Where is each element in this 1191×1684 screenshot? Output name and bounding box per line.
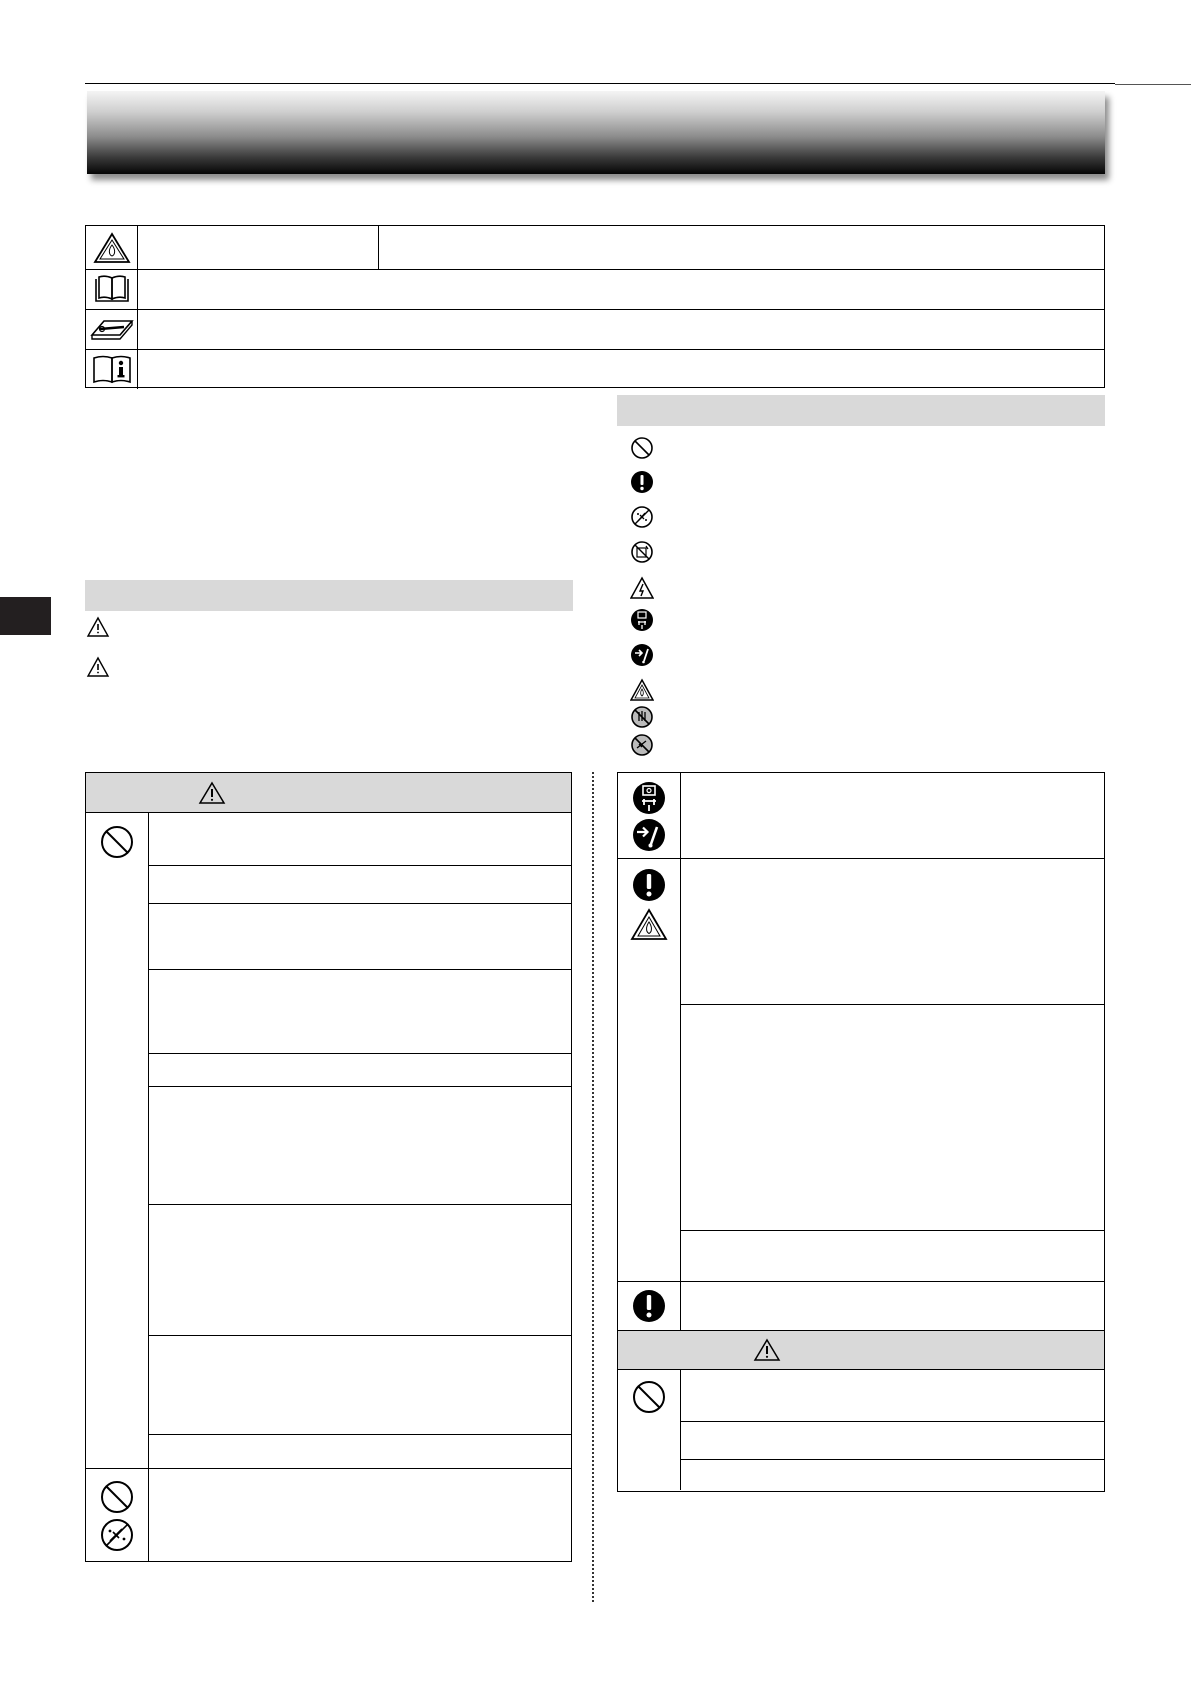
legend-row-manual — [86, 269, 1104, 310]
breaker-icon — [630, 643, 654, 667]
symbol-legend-table — [85, 225, 1105, 388]
legend-label-cell — [137, 226, 379, 269]
electric-shock-icon — [630, 576, 654, 600]
breaker-icon — [632, 818, 666, 852]
top-rule-extension — [1115, 84, 1191, 85]
operation-manual-icon — [86, 269, 138, 309]
mandatory-icon — [630, 470, 654, 494]
unplug-icon — [632, 781, 666, 815]
warning-triangle-icon — [86, 616, 110, 638]
prohibited-icon — [630, 436, 654, 460]
mandatory-icon — [632, 1289, 666, 1323]
language-side-tab — [0, 597, 51, 635]
warning-table-header — [86, 773, 571, 813]
warning-triangle-icon — [198, 781, 226, 805]
no-water-icon — [630, 540, 654, 564]
prohibited-icon — [632, 1380, 666, 1414]
caution-triangle-icon — [86, 656, 110, 678]
title-banner — [87, 91, 1105, 174]
flammable-warning-icon — [630, 908, 668, 942]
service-manual-icon — [86, 309, 138, 349]
information-manual-icon — [86, 349, 138, 389]
prohibited-icon — [100, 825, 134, 859]
signal-words-header — [85, 580, 573, 611]
warning-table-left — [85, 772, 572, 1562]
unplug-icon — [630, 608, 654, 632]
symbol-explanation-header — [617, 395, 1105, 426]
warning-table-right — [617, 772, 1105, 1492]
no-wet-hands-icon — [100, 1518, 134, 1552]
flammable-warning-icon — [630, 678, 654, 702]
mandatory-icon — [632, 868, 666, 902]
legend-row-info — [86, 349, 1104, 389]
flammable-warning-icon — [86, 226, 138, 269]
no-touch-icon — [630, 705, 654, 729]
no-insert-icon — [630, 733, 654, 757]
caution-triangle-icon — [753, 1338, 781, 1362]
top-rule — [85, 83, 1115, 84]
column-divider — [592, 772, 594, 1602]
no-wet-hands-icon — [630, 505, 654, 529]
legend-row-service — [86, 309, 1104, 350]
prohibited-icon — [100, 1480, 134, 1514]
caution-table-header — [618, 1331, 1104, 1370]
legend-row-flammable — [86, 226, 1104, 270]
